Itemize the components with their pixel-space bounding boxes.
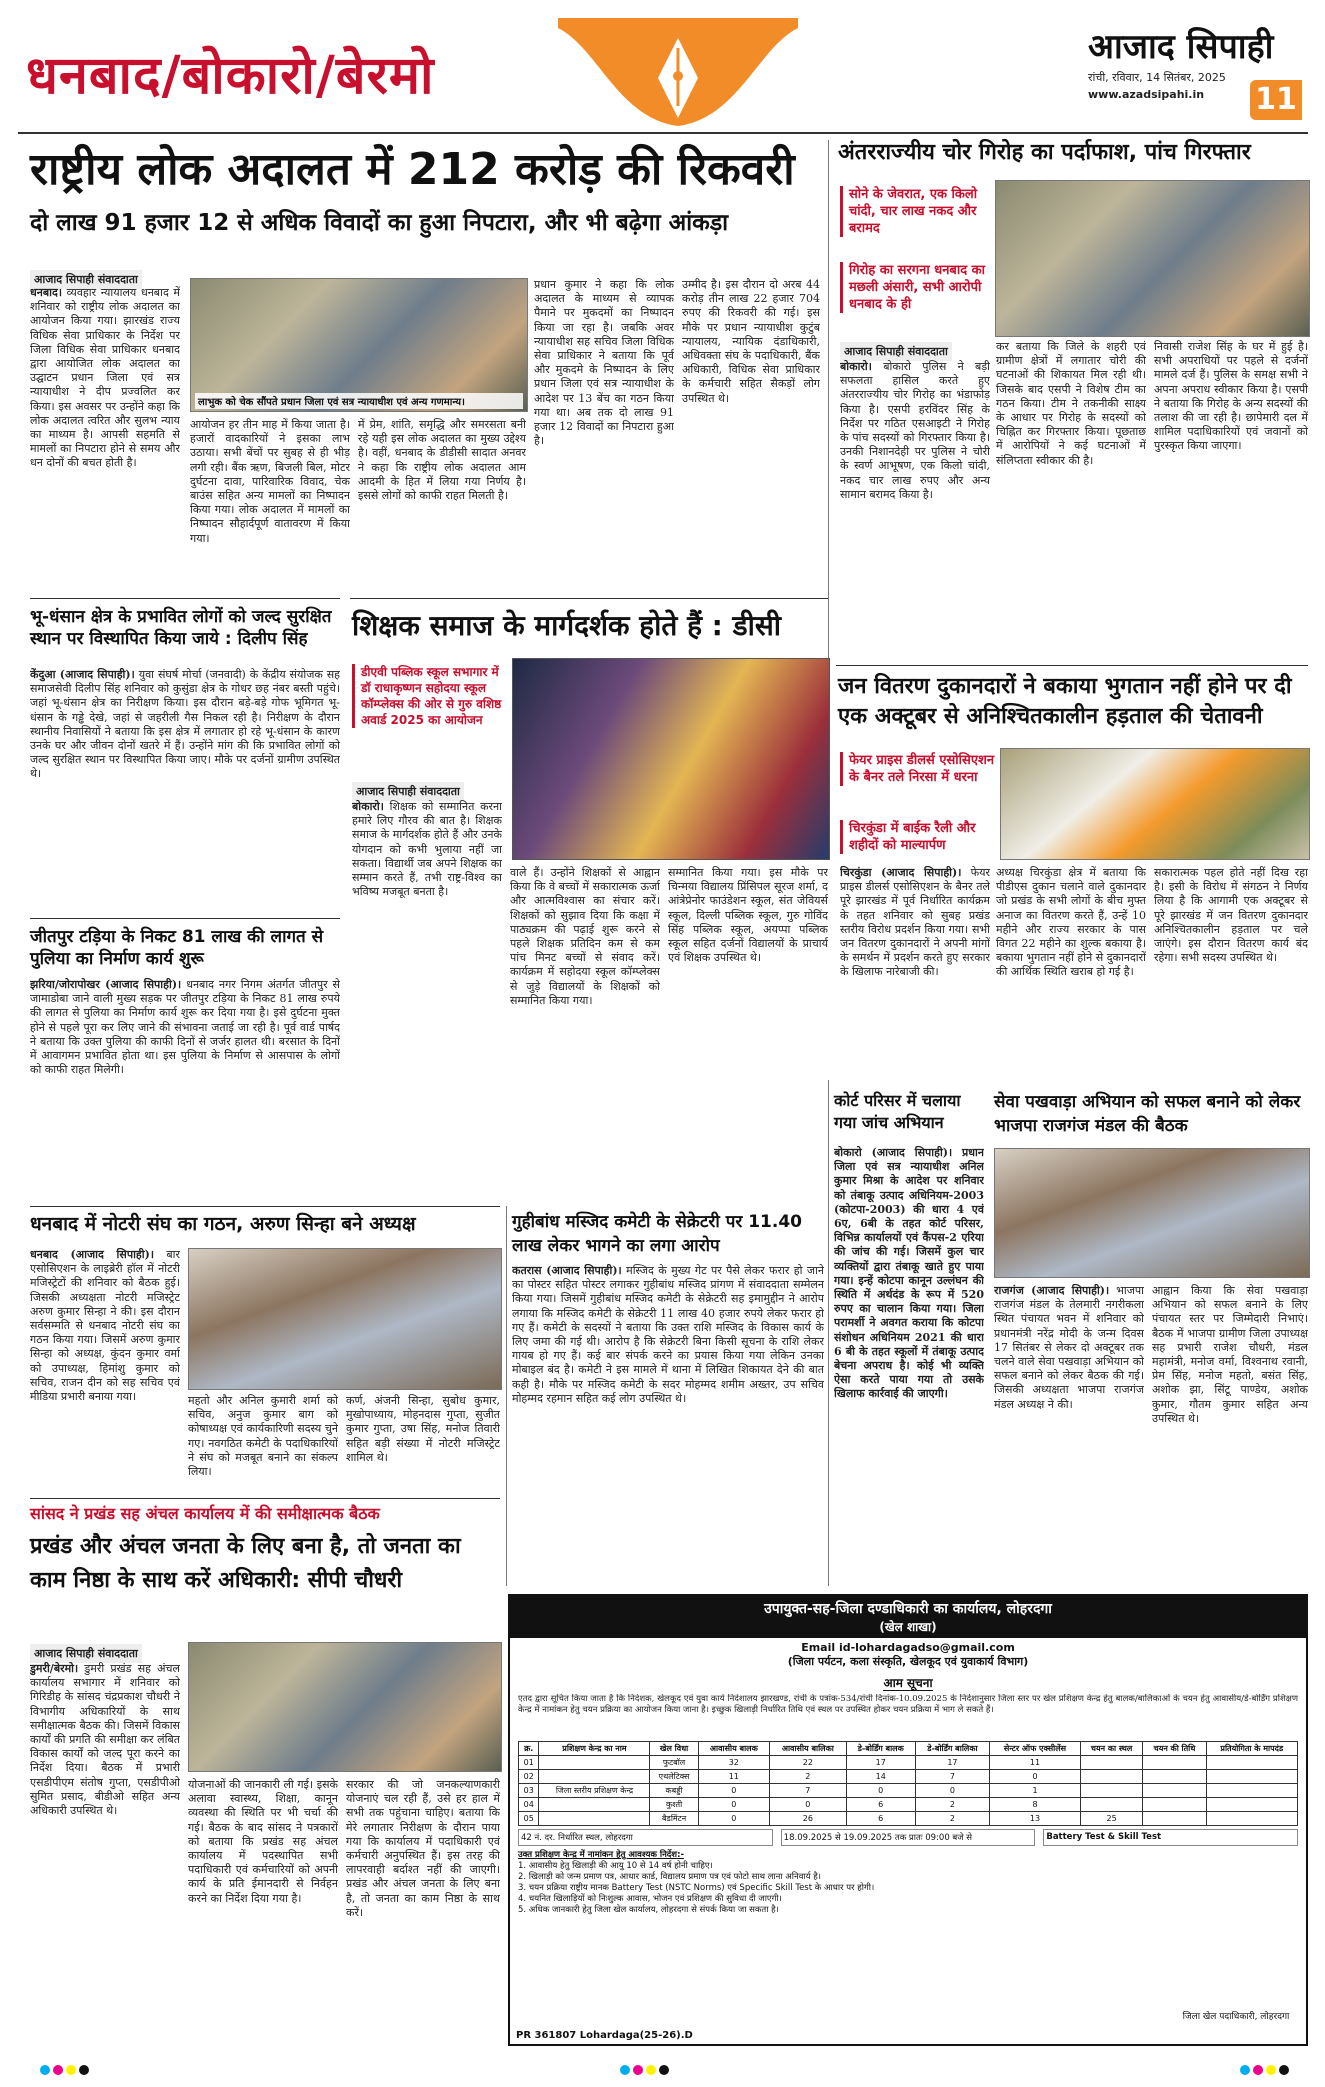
- table-cell: 2: [915, 1812, 990, 1826]
- table-cell: [1143, 1784, 1206, 1798]
- table-cell: [1080, 1784, 1143, 1798]
- section-title: धनबाद/बोकारो/बेरमो: [26, 45, 435, 106]
- table-row: [519, 1756, 1298, 1770]
- review-photo: [188, 1642, 502, 1772]
- pen-nib-emblem: [558, 18, 798, 128]
- table-cell: [539, 1798, 650, 1812]
- table-cell: 11: [990, 1756, 1081, 1770]
- ration-col3: [1154, 866, 1308, 1074]
- lead-subhead: दो लाख 91 हजार 12 से अधिक विवादों का हुआ निपटारा, और भी बढ़ेगा आंकड़ा: [30, 210, 729, 236]
- dateline: रांची, रविवार, 14 सितंबर, 2025: [1088, 71, 1226, 84]
- lead-headline: राष्ट्रीय लोक अदालत में 212 करोड़ की रिकवरी: [30, 144, 795, 195]
- th-res-girls: आवासीय बालिका: [769, 1742, 846, 1756]
- page-number: 11: [1250, 80, 1302, 120]
- bjp-col1: [994, 1284, 1144, 1586]
- table-row: [519, 1784, 1298, 1798]
- lead-dateline: धनबाद।: [30, 286, 63, 299]
- court-divider: [828, 1080, 829, 1586]
- rule-review: [30, 1498, 500, 1499]
- rule-notary: [30, 1206, 500, 1207]
- lead-body2: आयोजन हर तीन माह में किया जाता है। हजारों वादकारियों ने इसका लाभ उठाया। सभी बेंचों पर सुबह से ही भीड़ लगी रही। बैंक ऋण, बिजली बिल, मोटर दुर्घटना दावा, पारिवारिक विवाद, चेक बाउंस सहित अन्य मामलों का निष्पादन किया गया। लोक अदालत में मामलों का निष्पादन सौहार्दपूर्ण वातावरण में किया गया।: [190, 418, 350, 545]
- gang-body2: कर बताया कि जिले के शहरी एवं ग्रामीण क्षेत्रों में लगातार चोरी की घटनाओं की शिकायत मिल रही थी। जिसके बाद एसपी ने विशेष टीम का गठन किया। टीम ने तकनीकी साक्ष्य के आधार पर गिरोह के सदस्यों को चिह्नित कर गिरफ्तार किया। पूछताछ में आरोपियों ने कई घटनाओं में संलिप्तता स्वीकार की है।: [996, 340, 1146, 467]
- table-cell: [1080, 1756, 1143, 1770]
- table-cell: बैडमिंटन: [650, 1812, 698, 1826]
- gang-body1: बोकारो पुलिस ने बड़ी सफलता हासिल करते हुए अंतरराज्यीय चोर गिरोह का भंडाफोड़ किया है। एसपी हरविंदर सिंह के निर्देश पर गठित एसआइटी ने गिरोह के पांच सदस्यों को गिरफ्तार किया है। उनकी निशानदेही पर पुलिस ने चोरी के स्वर्ण आभूषण, एक किलो चांदी, नकद चार लाख रुपए और अन्य सामान बरामद किया है।: [840, 360, 990, 501]
- ration-body1: फेयर प्राइस डीलर्स एसोसिएशन के बैनर तले पूरे झारखंड में पूर्व निर्धारित कार्यक्रम के तहत शनिवार को सुबह प्रखंड स्तरीय विरोध प्रदर्शन किया गया। सभी जन वितरण दुकानदारों ने अपनी मांगों के समर्थन में प्रदर्शन करते हुए सरकार के खिलाफ नारेबाजी की।: [840, 866, 990, 979]
- ration-photo: [1000, 748, 1310, 860]
- rule-teacher: [350, 598, 828, 599]
- table-cell: 13: [990, 1812, 1081, 1826]
- th-centre: प्रशिक्षण केन्द्र का नाम: [539, 1742, 650, 1756]
- bridge-dateline: झरिया/जोरापोखर (आजाद सिपाही)।: [30, 978, 182, 991]
- notice-title: आम सूचना: [883, 1676, 933, 1690]
- th-serial: क्र.: [519, 1742, 539, 1756]
- review-body1: डुमरी प्रखंड सह अंचल कार्यालय सभागार में शनिवार को गिरिडीह के सांसद चंद्रप्रकाश चौधरी ने विभागीय अधिकारियों के साथ समीक्षात्मक बैठक की। जिसमें विकास कार्यों की प्रगति की समीक्षा कर लंबित विकास कार्यों को जल्द पूरा करने का निर्देश दिया। बैठक में प्रभारी एसडीपीएम संतोष गुप्ता, एसडीपीओ सुमित प्रसाद, बीडीओ सहित अन्य अधिकारी उपस्थित थे।: [30, 1662, 180, 1818]
- yellow-dot: [1266, 2065, 1276, 2075]
- notary-col2: [188, 1394, 338, 1492]
- notary-body2: महतो और अनिल कुमारी शर्मा को सचिव, अनुज कुमार बाग को कोषाध्यक्ष एवं कार्यकारिणी सदस्य चुने गए। नवगठित कमेटी के पदाधिकारियों ने संघ को मजबूत बनाने का संकल्प लिया।: [188, 1394, 338, 1479]
- table-cell: [1143, 1812, 1206, 1826]
- table-cell: 0: [698, 1798, 769, 1812]
- notice-header: [510, 1596, 1306, 1638]
- table-cell: [1080, 1770, 1143, 1784]
- table-cell: 04: [519, 1798, 539, 1812]
- table-row: [519, 1812, 1298, 1826]
- table-cell: 7: [915, 1770, 990, 1784]
- notice-table: [518, 1741, 1298, 1826]
- teacher-body1: शिक्षक को सम्मानित करना हमारे लिए गौरव की बात है। शिक्षक समाज के मार्गदर्शक होते हैं और उनके योगदान को कभी भुलाया नहीं जा सकता। विद्यार्थी जब अपने शिक्षक का सम्मान करते हैं, तभी राष्ट्र-विश्व का भविष्य मजबूत बनता है।: [352, 800, 502, 899]
- gang-col3: [1154, 340, 1308, 660]
- bridge-body: धनबाद नगर निगम अंतर्गत जीतपुर से जामाडोबा जाने वाली मुख्य सड़क पर जीतपुर टड़िया के निकट 81 लाख रुपये की लागत से पुलिया का निर्माण कार्य शुरू कर दिया गया है। इसे दुर्घटना मुक्त होने से पहले पूरा कर लिए जाने की संभावना जताई जा रही है। पूर्व वार्ड पार्षद ने बताया कि उक्त पुलिया की काफी दिनों से जर्जर हालत थी। बरसात के दिनों में आवागमन प्रभावित होता था। इस पुलिया के निर्माण से आसपास के लोगों को काफी राहत मिलेगी।: [30, 978, 340, 1077]
- teacher-col2: [510, 866, 660, 1198]
- dhasan-headline: भू-धंसान क्षेत्र के प्रभावित लोगों को जल्द सुरक्षित स्थान पर विस्थापित किया जाये : दिलीप सिंह: [30, 607, 332, 649]
- notice-venue: 42 नं. दर. निर्धारित स्थल, लोहरदगा: [518, 1829, 773, 1846]
- review-col3: [346, 1778, 500, 2042]
- review-kicker: सांसद ने प्रखंड सह अंचल कार्यालय में की समीक्षात्मक बैठक: [30, 1504, 380, 1523]
- table-cell: जिला स्तरीय प्रशिक्षण केन्द्र: [539, 1784, 650, 1798]
- rule-dhasan: [30, 598, 340, 599]
- yellow-dot: [646, 2065, 656, 2075]
- ration-body3: सकारात्मक पहल होते नहीं दिख रहा है। इसी के विरोध में संगठन ने निर्णय लिया है कि आगामी एक अक्टूबर से पूरे झारखंड में जन वितरण दुकानदार अनिश्चितकालीन हड़ताल पर चले जाएंगे। इस दौरान वितरण कार्य बंद रहेगा। सभी सदस्य उपस्थित थे।: [1154, 866, 1308, 965]
- cyan-dot: [1240, 2065, 1250, 2075]
- notice-intro: एतद द्वारा सूचित किया जाता है कि निदेशक, खेलकूद एवं युवा कार्य निदेशालय झारखण्ड, रांची के पत्रांक-534/रांची दिनांक-10.09.2025 के निर्देशानुसार जिला स्तर पर खेल प्रशिक्षण केन्द्र हेतु बालक/बालिकाओं के चयन हेतु आवासीय/डे-बोर्डिंग प्रशिक्षण केन्द्र में नामांकन हेतु चयन प्रक्रिया का आयोजन किया जाना है। इच्छुक खिलाड़ी निर्धारित तिथि एवं स्थल पर उपस्थित होकर चयन प्रक्रिया में भाग ले सकते हैं।: [518, 1694, 1298, 1715]
- notice-table-header: [519, 1742, 1298, 1756]
- lead-col2: [190, 418, 350, 590]
- gang-divider: [828, 140, 829, 660]
- table-cell: 03: [519, 1784, 539, 1798]
- gang-byline-text: आजाद सिपाही संवाददाता: [840, 342, 952, 361]
- govt-notice: [508, 1594, 1308, 2046]
- th-sport: खेल विधा: [650, 1742, 698, 1756]
- ration-bullet2: चिरकुंडा में बाईक रैली और शहीदों को माल्यार्पण: [840, 820, 999, 854]
- ration-body2: अध्यक्ष चिरकुंडा क्षेत्र में बताया कि पीडीएस दुकान चलाने वाले दुकानदार जो प्रखंड के सभी लोगों के बीच मुफ्त अनाज का वितरण करते हैं, उन्हें 10 महीने और राज्य सरकार के पास विगत 22 महीने का शुल्क बकाया है। बकाया भुगतान नहीं होने से दुकानदारों की आर्थिक स्थिति खराब हो गई है।: [996, 866, 1146, 979]
- table-cell: [539, 1812, 650, 1826]
- th-day-girls: डे-बोर्डिंग बालिका: [915, 1742, 990, 1756]
- registration-dots-left: [40, 2060, 92, 2079]
- court-body: प्रधान जिला एवं सत्र न्यायाधीश अनिल कुमार मिश्रा के आदेश पर शनिवार को तंबाकू उत्पाद अधिनियम-2003 (कोटपा-2003) की धारा 4 एवं 6ए, 6बी के तहत कोर्ट परिसर, विभिन्न कार्यालयों एवं कैंपस-2 एरिया की जांच की गई। जिसमें कुल चार व्यक्तियों द्वारा तंबाकू खाते हुए पाया गया। इन्हें कोटपा कानून उल्लंघन की स्थिति में अर्थदंड के रूप में 520 रुपए का चालान किया गया। जिला परामर्शी ने अवगत कराया कि कोटपा संशोधन अधिनियम 2021 की धारा 6 बी के तहत स्कूलों में तंबाकू उत्पाद बेचना अपराध है। कोई भी व्यक्ति ऐसा करते पाया गया तो उसके खिलाफ कार्रवाई की जाएगी।: [834, 1146, 984, 1401]
- teacher-body2: वाले हैं। उन्होंने शिक्षकों से आह्वान किया कि वे बच्चों में सकारात्मक ऊर्जा और आत्मविश्वास का संचार करें। शिक्षकों को सुझाव दिया कि कक्षा में पाठ्यक्रम की पढ़ाई शुरू करने से पहले शिक्षक प्रतिदिन कम से कम पांच मिनट बच्चों से संवाद करें। कार्यक्रम में सहोदया स्कूल कॉम्प्लेक्स से जुड़े विद्यालयों के शिक्षकों को सम्मानित किया गया।: [510, 866, 660, 1007]
- lead-body3: में प्रेम, शांति, समृद्धि और समरसता बनी रहे यही इस लोक अदालत का मुख्य उद्देश्य है। वहीं, धनबाद के डीडीसी सादात अनवर ने कहा कि राष्ट्रीय लोक अदालत आम आदमी के हित में लिया गया निर्णय है। इससे लोगों को काफी राहत मिलती है।: [358, 418, 526, 503]
- dhasan-body: युवा संघर्ष मोर्चा (जनवादी) के केंद्रीय संयोजक सह समाजसेवी दिलीप सिंह शनिवार को कुसुंडा क्षेत्र के गोधर छह नंबर बस्ती पहुंचे। जहां भू-धंसान क्षेत्र का निरीक्षण किया। इस दौरान बड़े-बड़े गोफ भूमिगत भू-धंसान के गड्ढे देखे, जहां से जहरीली गैस निकल रही है। निरीक्षण के दौरान स्थानीय निवासियों ने बताया कि इस क्षेत्र में लगातार हो रहे भू-धंसान के कारण उनके घर और जीवन दोनों खतरे में हैं। उन्होंने मांग की कि प्रभावित लोगों को जल्द सुरक्षित स्थान पर विस्थापित किया जाए। मौके पर दर्जनों ग्रामीण उपस्थित थे।: [30, 668, 340, 781]
- notice-term-2: 2. खिलाड़ी को जन्म प्रमाण पत्र, आधार कार्ड, विद्यालय प्रमाण पत्र एवं फोटो साथ लाना अनिवार्य है।: [518, 1872, 821, 1882]
- table-cell: 0: [915, 1784, 990, 1798]
- th-day-boys: डे-बोर्डिंग बालक: [846, 1742, 915, 1756]
- registration-dots-right: [1240, 2060, 1292, 2079]
- ration-col1: [840, 866, 990, 1074]
- table-cell: 6: [846, 1798, 915, 1812]
- lead-body4: प्रधान कुमार ने कहा कि लोक अदालत के माध्यम से व्यापक पैमाने पर मुकदमों का निष्पादन किया जा रहा है। जबकि अवर न्यायाधीश सह सचिव जिला विधिक सेवा प्राधिकार ने बताया कि पूर्व और मुकदमे के निष्पादन के लिए प्रधान जिला एवं सत्र न्यायाधीश के आदेश पर 13 बेंच का गठन किया गया था। अब तक दो लाख 91 हजार 12 विवादों का निपटारा हुआ है।: [534, 278, 674, 448]
- rule-bridge: [30, 918, 340, 919]
- gang-body3: निवासी राजेश सिंह के घर में हुई है। सभी अपराधियों पर पहले से दर्जनों मामले दर्ज हैं। पुलिस के समक्ष सभी ने अपना अपराध स्वीकार किया है। एसपी ने बताया कि गिरोह के अन्य सदस्यों की तलाश की जा रही है। छापेमारी दल में शामिल पदाधिकारियों एवं जवानों को पुरस्कृत किया जाएगा।: [1154, 340, 1308, 453]
- table-cell: 11: [698, 1770, 769, 1784]
- review-byline-text: आजाद सिपाही संवाददाता: [30, 1644, 142, 1663]
- table-cell: [1206, 1798, 1297, 1812]
- court-text: [834, 1146, 984, 1586]
- teacher-dateline: बोकारो।: [352, 800, 384, 813]
- notice-term-1: 1. आवासीय हेतु खिलाड़ी की आयु 10 से 14 वर्ष होनी चाहिए।: [518, 1861, 713, 1871]
- table-cell: कुश्ती: [650, 1798, 698, 1812]
- gang-col1: [840, 360, 990, 660]
- teacher-col1: [352, 800, 502, 1198]
- website: www.azadsipahi.in: [1088, 88, 1205, 101]
- lead-photo-caption: लाभुक को चेक सौंपते प्रधान जिला एवं सत्र न्यायाधीश एवं अन्य गणमान्य।: [195, 393, 523, 409]
- notice-term-4: 4. चयनित खिलाड़ियों को निःशुल्क आवास, भोजन एवं प्रशिक्षण की सुविधा दी जाएगी।: [518, 1894, 782, 1904]
- gang-bullet2: गिरोह का सरगना धनबाद का मछली अंसारी, सभी आरोपी धनबाद के ही: [840, 262, 994, 313]
- table-cell: 6: [846, 1812, 915, 1826]
- bjp-body2: आह्वान किया कि सेवा पखवाड़ा अभियान को सफल बनाने के लिए पंचायत स्तर पर जिम्मेदारी निभाएं। बैठक में भाजपा ग्रामीण जिला उपाध्यक्ष सह प्रभारी राजेश चौधरी, मंडल महामंत्री, मनोज वर्मा, विश्वनाथ रवानी, प्रेम सिंह, मनोज महतो, बसंत सिंह, अशोक झा, सिंटू पाण्डेय, अशोक कुमार, गौतम कुमार सहित अन्य उपस्थित थे।: [1152, 1284, 1308, 1425]
- table-cell: 02: [519, 1770, 539, 1784]
- table-row: [519, 1798, 1298, 1812]
- teacher-side-note: डीएवी पब्लिक स्कूल सभागार में डॉ राधाकृष्णन सहोदया स्कूल कॉम्प्लेक्स की ओर से गुरु वशिष्ठ अवार्ड 2025 का आयोजन: [352, 664, 511, 728]
- table-cell: [1206, 1756, 1297, 1770]
- table-cell: 05: [519, 1812, 539, 1826]
- table-cell: [1143, 1770, 1206, 1784]
- notice-dates: 18.09.2025 से 19.09.2025 तक प्रातः 09:00 बजे से: [781, 1829, 1036, 1846]
- table-row: [519, 1770, 1298, 1784]
- lead-col1: [30, 286, 180, 590]
- table-cell: 1: [990, 1784, 1081, 1798]
- table-cell: 26: [769, 1812, 846, 1826]
- notary-headline: धनबाद में नोटरी संघ का गठन, अरुण सिन्हा बने अध्यक्ष: [30, 1213, 416, 1235]
- black-dot: [79, 2065, 89, 2075]
- black-dot: [659, 2065, 669, 2075]
- review-dateline: डुमरी/बेरमो।: [30, 1662, 79, 1675]
- table-cell: 01: [519, 1756, 539, 1770]
- lead-byline-text: आजाद सिपाही संवाददाता: [30, 270, 142, 289]
- bjp-col2: [1152, 1284, 1308, 1586]
- teacher-col3: [668, 866, 828, 1198]
- table-cell: 0: [990, 1770, 1081, 1784]
- notary-body1: बार एसोसिएशन के लाइब्रेरी हॉल में नोटरी मजिस्ट्रेटों की शनिवार को बैठक हुई। जिसकी अध्यक्षता नोटरी मजिस्ट्रेट अरुण कुमार सिन्हा ने की। इस दौरान सर्वसम्मति से धनबाद नोटरी संघ का गठन किया गया। जिसमें अरुण कुमार सिन्हा को अध्यक्ष, कुंदन कुमार वर्मा को उपाध्यक्ष, हिमांशु कुमार को सचिव, राजन दीन को सह सचिव एवं मीडिया प्रभारी बनाया गया।: [30, 1248, 180, 1404]
- notice-term-3: 3. चयन प्रक्रिया राष्ट्रीय मानक Battery Test (NSTC Norms) एवं Specific Skill Test के आधार पर होगी।: [518, 1883, 875, 1893]
- teacher-photo: [512, 658, 830, 860]
- gang-headline: अंतरराज्यीय चोर गिरोह का पर्दाफाश, पांच गिरफ्तार: [838, 140, 1251, 165]
- bjp-dateline: राजगंज (आजाद सिपाही)।: [994, 1284, 1110, 1297]
- gang-byline: [840, 340, 952, 361]
- lead-body1: व्यवहार न्यायालय धनबाद में शनिवार को राष्ट्रीय लोक अदालत का आयोजन किया गया। झारखंड राज्य विधिक सेवा प्राधिकार के निर्देश पर जिला विधिक सेवा प्राधिकार धनबाद द्वारा आयोजित लोक अदालत का उद्घाटन प्रधान जिला एवं सत्र न्यायाधीश ने दीप प्रज्वलित कर किया। इस अवसर पर उन्होंने कहा कि लोक अदालत त्वरित और सुलभ न्याय का माध्यम है। आपसी सहमति से मामलों का निपटारा होने से समय और धन दोनों की बचत होती है।: [30, 286, 180, 470]
- lead-col4: [534, 278, 674, 590]
- yellow-dot: [66, 2065, 76, 2075]
- table-cell: [1206, 1812, 1297, 1826]
- lead-photo: [190, 278, 528, 412]
- table-cell: 25: [1080, 1812, 1143, 1826]
- notice-office: उपायुक्त-सह-जिला दण्डाधिकारी का कार्यालय, लोहरदगा: [764, 1601, 1052, 1617]
- cyan-dot: [620, 2065, 630, 2075]
- table-cell: 14: [846, 1770, 915, 1784]
- masthead: [18, 18, 1308, 128]
- lead-col5: [682, 278, 820, 590]
- masjid-divider: [506, 1206, 507, 1586]
- lead-body5: उम्मीद है। इस दौरान दो अरब 44 करोड़ तीन लाख 22 हजार 704 रुपए की रिकवरी की गई। इस मौके पर प्रधान न्यायाधीश कुटुंब न्यायालय, न्यायिक दंडाधिकारी, अधिवक्ता संघ के पदाधिकारी, बैंक अधिकारी, विधिक सेवा प्राधिकार के कर्मचारी सहित सैकड़ों लोग उपस्थित थे।: [682, 278, 820, 405]
- table-cell: 32: [698, 1756, 769, 1770]
- notary-col3: [346, 1394, 500, 1492]
- court-headline: कोर्ट परिसर में चलाया गया जांच अभियान: [834, 1091, 961, 1132]
- review-body2: योजनाओं की जानकारी ली गई। इसके अलावा स्वास्थ्य, शिक्षा, कानून व्यवस्था की स्थिति पर भी चर्चा की गई। बैठक के बाद सांसद ने पत्रकारों को बताया कि प्रखंड सह अंचल कार्यालय में पदस्थापित सभी पदाधिकारी एवं कर्मचारियों को अपनी कार्य के प्रति ईमानदारी से निर्वहन करने का निर्देश दिया गया है।: [188, 1778, 338, 1905]
- masjid-dateline: कतरास (आजाद सिपाही)।: [512, 1264, 622, 1277]
- gang-dateline: बोकारो।: [840, 360, 872, 373]
- ration-col2: [996, 866, 1146, 1074]
- table-cell: 2: [915, 1798, 990, 1812]
- table-cell: 0: [698, 1812, 769, 1826]
- notice-test: Battery Test & Skill Test: [1043, 1829, 1298, 1846]
- dhasan-dateline: केंदुआ (आजाद सिपाही)।: [30, 668, 135, 681]
- table-cell: 22: [769, 1756, 846, 1770]
- bjp-headline: सेवा पखवाड़ा अभियान को सफल बनाने को लेकर भाजपा राजगंज मंडल की बैठक: [994, 1092, 1301, 1136]
- th-venue: चयन का स्थल: [1080, 1742, 1143, 1756]
- table-cell: [1206, 1770, 1297, 1784]
- bridge-text: [30, 978, 340, 1200]
- ration-bullet1: फेयर प्राइस डीलर्स एसोसिएशन के बैनर तले निरसा में धरना: [840, 752, 999, 786]
- gang-bullet1: सोने के जेवरात, एक किलो चांदी, चार लाख नकद और बरामद: [840, 186, 994, 237]
- notice-terms-heading: उक्त प्रशिक्षण केन्द्र में नामांकन हेतु आवश्यक निर्देश:-: [518, 1850, 685, 1860]
- notice-branch: (खेल शाखा): [879, 1620, 937, 1634]
- magenta-dot: [53, 2065, 63, 2075]
- review-headline: प्रखंड और अंचल जनता के लिए बना है, तो जनता का काम निष्ठा के साथ करें अधिकारी: सीपी चौधरी: [30, 1534, 461, 1593]
- masjid-headline: गुहीबांध मस्जिद कमेटी के सेक्रेटरी पर 11.40 लाख लेकर भागने का लगा आरोप: [512, 1212, 803, 1256]
- bjp-body1: भाजपा राजगंज मंडल के तेलमारी नगरीकला स्थित पंचायत भवन में शनिवार को प्रधानमंत्री नरेंद्र मोदी के जन्म दिवस 17 सितंबर से लेकर दो अक्टूबर तक चलने वाले सेवा पखवाड़ा अभियान को सफल बनाने को लेकर बैठक की गई। जिसकी अध्यक्षता भाजपा राजगंज मंडल अध्यक्ष ने की।: [994, 1284, 1144, 1411]
- black-dot: [1279, 2065, 1289, 2075]
- bridge-headline: जीतपुर टड़िया के निकट 81 लाख की लागत से पुलिया का निर्माण कार्य शुरू: [30, 927, 324, 969]
- table-cell: फुटबॉल: [650, 1756, 698, 1770]
- magenta-dot: [1253, 2065, 1263, 2075]
- review-body3: सरकार की जो जनकल्याणकारी योजनाएं चल रही हैं, उसे हर हाल में सभी तक पहुंचाना चाहिए। बताया कि मेरे लगातार निरीक्षण के दौरान पाया गया कि कार्यालय में पदाधिकारी एवं कर्मचारी अनुपस्थित हैं। इस तरह की लापरवाही बर्दाश्त नहीं की जाएगी। प्रखंड और अंचल जनता के लिए बना है, तो जनता का काम निष्ठा के साथ करें।: [346, 1778, 500, 1919]
- review-col2: [188, 1778, 338, 2042]
- th-coe: सेन्टर ऑफ एक्सीलेंस: [990, 1742, 1081, 1756]
- paper-name: आजाद सिपाही: [1088, 27, 1274, 67]
- masthead-rule: [18, 132, 1308, 134]
- bjp-photo: [994, 1148, 1310, 1278]
- teacher-byline-text: आजाद सिपाही संवाददाता: [352, 782, 464, 801]
- notary-col1: [30, 1248, 180, 1492]
- th-criteria: प्रतियोगिता के मापदंड: [1206, 1742, 1297, 1756]
- table-cell: 17: [846, 1756, 915, 1770]
- notice-department: (जिला पर्यटन, कला संस्कृति, खेलकूद एवं युवाकार्य विभाग): [787, 1655, 1029, 1668]
- table-cell: 0: [769, 1798, 846, 1812]
- notary-dateline: धनबाद (आजाद सिपाही)।: [30, 1248, 154, 1261]
- gang-photo: [995, 180, 1310, 337]
- table-cell: [1206, 1784, 1297, 1798]
- table-cell: [1143, 1798, 1206, 1812]
- dhasan-text: [30, 668, 340, 914]
- masjid-text: [512, 1264, 824, 1586]
- table-cell: कबड्डी: [650, 1784, 698, 1798]
- table-cell: एथलेटिक्स: [650, 1770, 698, 1784]
- table-cell: 17: [915, 1756, 990, 1770]
- rule-ration: [836, 665, 1308, 666]
- table-cell: [1080, 1798, 1143, 1812]
- magenta-dot: [633, 2065, 643, 2075]
- masjid-body: मस्जिद के मुख्य गेट पर पैसे लेकर फरार हो जाने का पोस्टर सहित पोस्टर लगाकर गुहीबांध मस्जिद प्रांगण में संवाददाता सम्मेलन किया गया। जिसमें गुहीबांध मस्जिद कमेटी के सेक्रेटरी सह इमामुद्दीन ने आरोप लगाया कि मस्जिद कमेटी के सेक्रेटरी 11 लाख 40 हजार रुपये लेकर फरार हो गए हैं। कमेटी के सदस्यों ने बताया कि उक्त राशि मस्जिद के विकास कार्य के लिए जमा की गई थी। आरोप है कि सेक्रेटरी बिना किसी सूचना के राशि लेकर गायब हो गए हैं। कई बार संपर्क करने का प्रयास किया गया लेकिन उनका मोबाइल बंद है। कमेटी ने इस मामले में थाना में लिखित शिकायत देने की बात कही है। मौके पर मस्जिद कमेटी के सदर मोहम्मद शमीम अख्तर, उप सचिव मोहम्मद रहमान सहित कई लोग उपस्थित थे।: [512, 1264, 824, 1405]
- cyan-dot: [40, 2065, 50, 2075]
- notice-email: Email id-lohardagadso@gmail.com: [801, 1641, 1015, 1654]
- teacher-body3: सम्मानित किया गया। इस मौके पर चिन्मया विद्यालय प्रिंसिपल सूरज शर्मा, द आंत्रेप्रेनोर फाउंडेशन स्कूल, संत जेवियर्स स्कूल, दिल्ली पब्लिक स्कूल, गुरु गोविंद सिंह पब्लिक स्कूल, अयप्पा पब्लिक स्कूल सहित दर्जनों विद्यालयों के प्राचार्य एवं शिक्षक उपस्थित थे।: [668, 866, 828, 965]
- gang-col2: [996, 340, 1146, 660]
- registration-dots-center: [620, 2060, 672, 2079]
- th-date: चयन की तिथि: [1143, 1742, 1206, 1756]
- review-col1: [30, 1662, 180, 2042]
- teacher-byline: [352, 780, 464, 801]
- table-cell: 0: [846, 1784, 915, 1798]
- ration-headline: जन वितरण दुकानदारों ने बकाया भुगतान नहीं होने पर दी एक अक्टूबर से अनिश्चितकालीन हड़ताल की चेतावनी: [838, 674, 1292, 729]
- th-res-boys: आवासीय बालक: [698, 1742, 769, 1756]
- notice-signature: जिला खेल पदाधिकारी, लोहरदगा: [1182, 2012, 1290, 2022]
- table-cell: 0: [698, 1784, 769, 1798]
- teacher-headline: शिक्षक समाज के मार्गदर्शक होते हैं : डीसी: [352, 609, 782, 642]
- review-byline: [30, 1642, 142, 1663]
- table-cell: [539, 1770, 650, 1784]
- notice-term-5: 5. अधिक जानकारी हेतु जिला खेल कार्यालय, लोहरदगा से संपर्क किया जा सकता है।: [518, 1905, 779, 1915]
- ration-dateline: चिरकुंडा (आजाद सिपाही)।: [840, 866, 962, 879]
- table-cell: 2: [769, 1770, 846, 1784]
- court-dateline: बोकारो (आजाद सिपाही)।: [834, 1146, 953, 1159]
- table-cell: 8: [990, 1798, 1081, 1812]
- lead-col3: [358, 418, 526, 590]
- table-cell: 7: [769, 1784, 846, 1798]
- notary-photo: [188, 1248, 502, 1390]
- table-cell: [1143, 1756, 1206, 1770]
- notice-pr-number: PR 361807 Lohardaga(25-26).D: [516, 2030, 693, 2041]
- notary-body3: कर्ण, अंजनी सिन्हा, सुबोध कुमार, मुखोपाध्याय, मोहनदास गुप्ता, सुजीत कुमार गुप्ता, उषा सिंह, मनोज तिवारी सहित बड़ी संख्या में नोटरी मजिस्ट्रेट शामिल थे।: [346, 1394, 500, 1464]
- table-cell: [539, 1756, 650, 1770]
